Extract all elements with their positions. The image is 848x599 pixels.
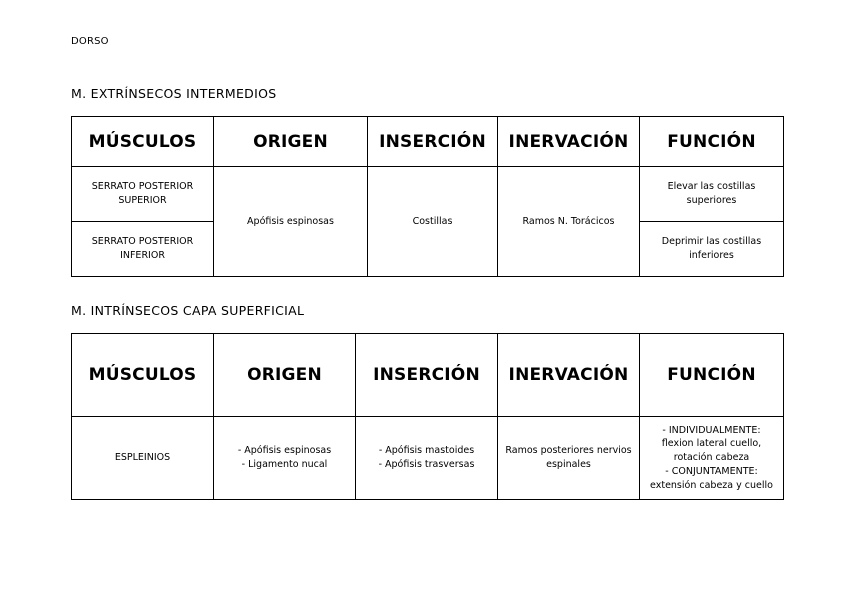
cell-line: espinales <box>546 459 591 470</box>
cell-line: flexion lateral cuello, <box>661 438 762 450</box>
cell-line: - INDIVIDUALMENTE: <box>662 424 761 436</box>
header-insercion: INSERCIÓN <box>356 334 498 417</box>
table2-title: M. INTRÍNSECOS CAPA SUPERFICIAL <box>71 303 305 318</box>
table1-title: M. EXTRÍNSECOS INTERMEDIOS <box>71 86 277 101</box>
cell-line: rotación cabeza <box>673 452 750 464</box>
extrinsic-muscles-table <box>71 116 784 277</box>
cell-line: - Apófisis mastoides <box>378 445 475 457</box>
cell-line: INFERIOR <box>120 250 165 261</box>
header-funcion: FUNCIÓN <box>640 334 784 417</box>
cell-musculo <box>72 222 214 277</box>
table-header-row <box>72 117 784 167</box>
cell-line: - Apófisis trasversas <box>378 459 475 470</box>
cell-funcion <box>640 222 784 277</box>
document-header: DORSO <box>71 36 109 47</box>
header-inervacion: INERVACIÓN <box>498 117 640 167</box>
cell-line: extensión cabeza y cuello <box>650 479 773 491</box>
cell-insercion <box>356 417 498 500</box>
cell-line: - CONJUNTAMENTE: <box>665 465 758 477</box>
header-funcion: FUNCIÓN <box>640 117 784 167</box>
header-inervacion: INERVACIÓN <box>498 334 640 417</box>
cell-inervacion: Ramos N. Torácicos <box>498 167 640 277</box>
cell-line: SUPERIOR <box>118 195 167 206</box>
cell-line: Ramos posteriores nervios <box>505 445 632 457</box>
cell-funcion <box>640 167 784 222</box>
cell-line: superiores <box>686 195 737 206</box>
cell-origen: Apófisis espinosas <box>214 167 368 277</box>
intrinsic-superficial-muscles-table <box>71 333 784 500</box>
cell-inervacion <box>498 417 640 500</box>
header-origen: ORIGEN <box>214 334 356 417</box>
cell-line: SERRATO POSTERIOR <box>91 236 194 248</box>
header-insercion: INSERCIÓN <box>368 117 498 167</box>
header-origen: ORIGEN <box>214 117 368 167</box>
table-row <box>72 167 784 222</box>
cell-insercion: Costillas <box>368 167 498 277</box>
cell-funcion <box>640 417 784 500</box>
table-header-row <box>72 334 784 417</box>
table-row <box>72 417 784 500</box>
cell-line: SERRATO POSTERIOR <box>91 181 194 193</box>
cell-musculo: ESPLEINIOS <box>72 417 214 500</box>
header-musculos: MÚSCULOS <box>72 334 214 417</box>
cell-line: Elevar las costillas <box>667 181 756 193</box>
cell-line: - Ligamento nucal <box>241 459 328 470</box>
header-musculos: MÚSCULOS <box>72 117 214 167</box>
cell-origen <box>214 417 356 500</box>
cell-line: Deprimir las costillas <box>661 236 762 248</box>
cell-musculo <box>72 167 214 222</box>
cell-line: inferiores <box>689 250 734 261</box>
cell-line: - Apófisis espinosas <box>237 445 332 457</box>
